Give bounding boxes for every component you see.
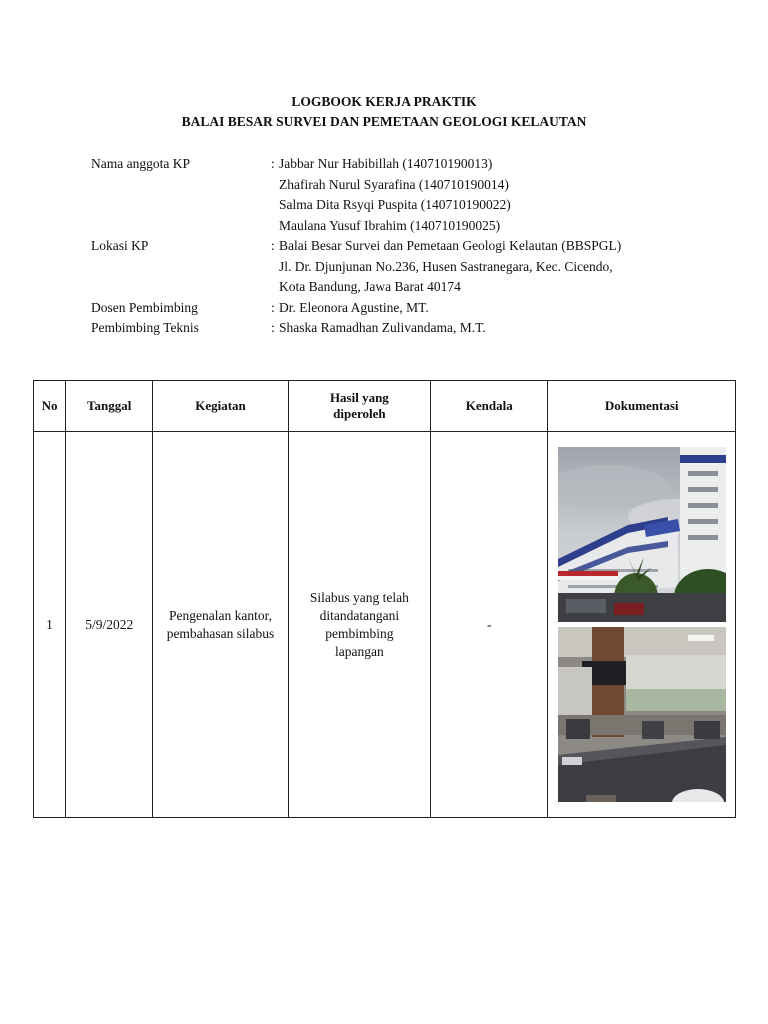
document-title: LOGBOOK KERJA PRAKTIK: [291, 94, 477, 109]
document-subtitle: BALAI BESAR SURVEI DAN PEMETAAN GEOLOGI KELAUTAN: [181, 114, 587, 129]
tech-supervisor-label: Pembimbing Teknis: [91, 320, 199, 335]
info-section: [91, 154, 731, 339]
logbook-table: [33, 380, 736, 818]
meeting-room-photo: [558, 627, 726, 802]
tech-supervisor-name: Shaska Ramadhan Zulivandama, M.T.: [279, 320, 486, 335]
header-no: No: [34, 381, 66, 432]
cell-kegiatan: [153, 432, 288, 818]
location-label: Lokasi KP: [91, 238, 149, 253]
colon: :: [271, 156, 275, 171]
header-tanggal: Tanggal: [66, 381, 153, 432]
hasil-line: ditandatangani: [319, 607, 400, 623]
member-name: Salma Dita Rsyqi Puspita (140710190022): [279, 197, 511, 212]
hasil-line: pembimbing: [325, 625, 394, 641]
colon: :: [271, 320, 275, 335]
location-line: Jl. Dr. Djunjunan No.236, Husen Sastranegara, Kec. Cicendo,: [279, 258, 613, 274]
supervisor-row: [91, 298, 731, 319]
cell-hasil: [288, 432, 430, 818]
colon: :: [271, 238, 275, 253]
kegiatan-line: pembahasan silabus: [166, 625, 275, 641]
colon: :: [271, 299, 275, 315]
header-dokumentasi: Dokumentasi: [548, 381, 736, 432]
members-label: Nama anggota KP: [91, 156, 190, 171]
building-exterior-photo: [558, 447, 726, 622]
location-lines: [279, 236, 731, 298]
cell-no: 1: [34, 432, 66, 818]
kegiatan-line: Pengenalan kantor,: [169, 607, 272, 623]
members-row: [91, 154, 731, 236]
table-row: [34, 432, 736, 818]
supervisor-name: Dr. Eleonora Agustine, MT.: [279, 299, 429, 315]
header-kegiatan: Kegiatan: [153, 381, 288, 432]
cell-dokumentasi: [548, 432, 736, 818]
location-line: Kota Bandung, Jawa Barat 40174: [279, 279, 461, 294]
header-hasil-line: Hasil yang: [329, 390, 389, 405]
table-header-row: [34, 381, 736, 432]
location-line: Balai Besar Survei dan Pemetaan Geologi Kelautan (BBSPGL): [279, 238, 622, 253]
member-name: Zhafirah Nurul Syarafina (140710190014): [279, 176, 509, 192]
location-row: [91, 236, 731, 298]
hasil-line: Silabus yang telah: [309, 589, 409, 605]
member-name: Jabbar Nur Habibillah (140710190013): [279, 156, 493, 171]
hasil-line: lapangan: [335, 643, 384, 659]
cell-tanggal: 5/9/2022: [66, 432, 153, 818]
cell-kendala: -: [431, 432, 548, 818]
photo-stack: [548, 447, 735, 802]
supervisor-label: Dosen Pembimbing: [91, 299, 198, 315]
member-name: Maulana Yusuf Ibrahim (140710190025): [279, 217, 501, 233]
header-hasil-line: diperoleh: [333, 406, 386, 421]
header-hasil: [288, 381, 430, 432]
header-kendala: Kendala: [431, 381, 548, 432]
tech-supervisor-row: [91, 318, 731, 339]
members-list: [279, 154, 731, 236]
